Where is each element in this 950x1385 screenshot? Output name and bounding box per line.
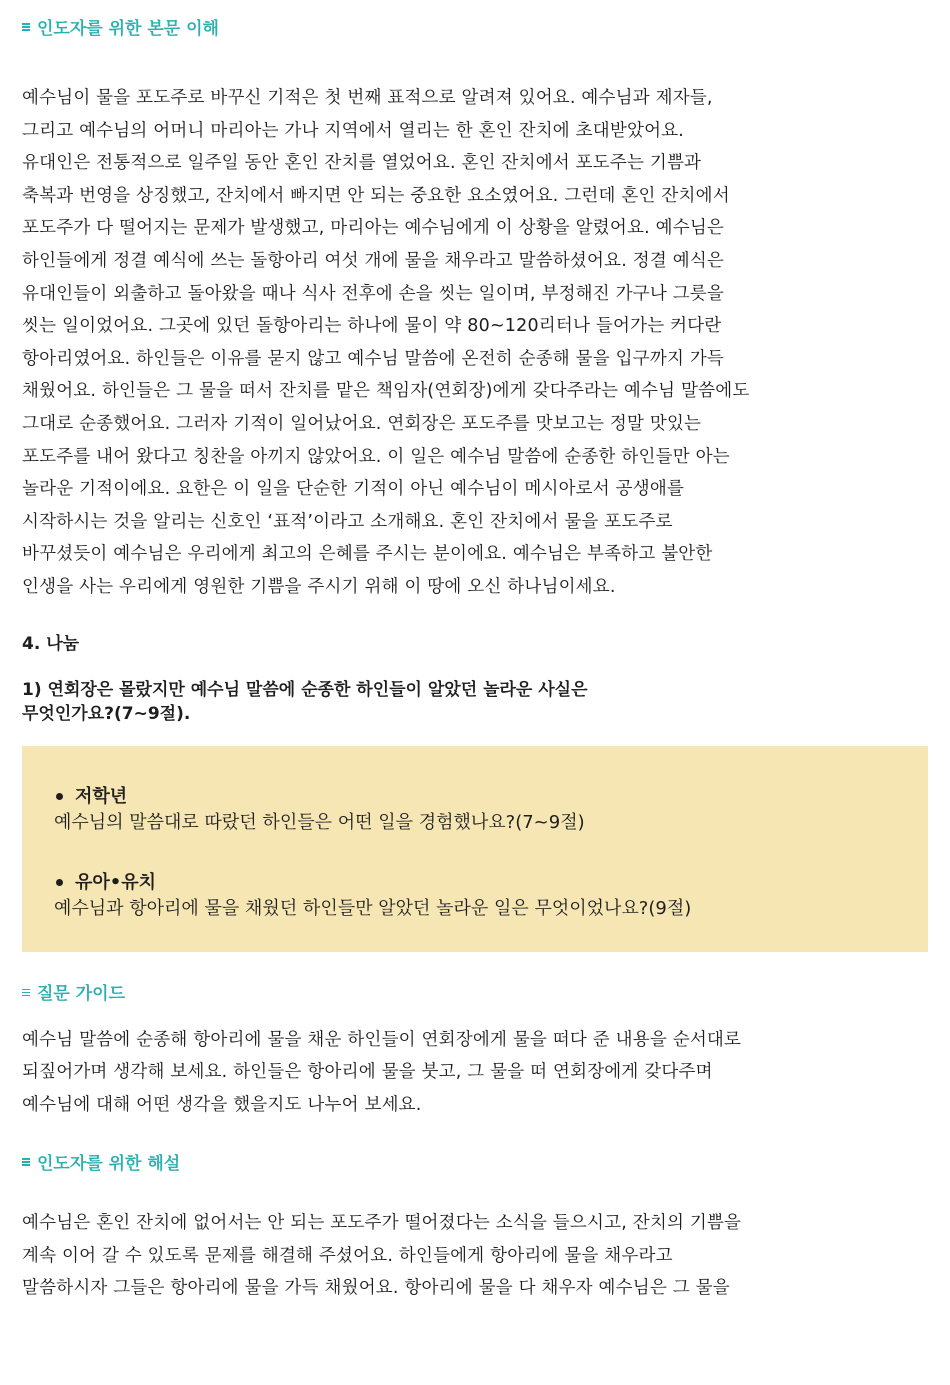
age-group-label: 유아•유치 (75, 871, 157, 893)
question-guide-paragraph: 예수님 말씀에 순종해 항아리에 물을 채운 하인들이 연회장에게 물을 떠다 준 내용을 순서대로 되짚어가며 생각해 보세요. 하인들은 항아리에 물을 붓고, 그 물을 떠 연회장에게 갖다주며 예수님에 대해 어떤 생각을 했을지도 나누어 보세요. (22, 1029, 742, 1115)
section-heading-label: 인도자를 위한 본문 이해 (37, 18, 219, 39)
age-group-question-box (22, 746, 928, 952)
section-heading-label: 질문 가이드 (37, 984, 126, 1004)
section-heading-question-guide (22, 980, 928, 1004)
section-heading-label: 인도자를 위한 해설 (37, 1153, 181, 1174)
sharing-question: 1) 연회장은 몰랐지만 예수님 말씀에 순종한 하인들이 알았던 놀라운 사실은 무엇인가요?(7~9절). (22, 679, 588, 724)
bullet-icon (56, 879, 63, 886)
commentary-paragraph: 예수님은 혼인 잔치에 없어서는 안 되는 포도주가 떨어졌다는 소식을 들으시고, 잔치의 기쁨을 계속 이어 갈 수 있도록 문제를 해결해 주셨어요. 하인들에게 항아리에 물을 채우라고 말씀하시자 그들은 항아리에 물을 가득 채웠어요. 항아리에 물을 다 채우자 예수님은 그 물을 (22, 1213, 742, 1299)
understanding-paragraph: 예수님이 물을 포도주로 바꾸신 기적은 첫 번째 표적으로 알려져 있어요. 예수님과 제자들, 그리고 예수님의 어머니 마리아는 가나 지역에서 열리는 한 혼인 잔치에 초대받았어요. 유대인은 전통적으로 일주일 동안 혼인 잔치를 열었어요. 혼인 잔치에서 포도주는 기쁨과 축복과 번영을 상징했고, 잔치에서 빠지면 안 되는 중요한 요소였어요. 그런데 혼인 잔치에서 포도주가 다 떨어지는 문제가 발생했고, 마리아는 예수님에게 이 상황을 알렸어요. 예수님은 하인들에게 정결 예식에 쓰는 돌항아리 여섯 개에 물을 채우라고 말씀하셨어요. 정결 예식은 유대인들이 외출하고 돌아왔을 때나 식사 전후에 손을 씻는 일이며, 부정해진 가구나 그릇을 씻는 일이었어요. 그곳에 있던 돌항아리는 하나에 물이 약 80~120리터나 들어가는 커다란 항아리였어요. 하인들은 이유를 묻지 않고 예수님 말씀에 온전히 순종해 물을 입구까지 가득 채웠어요. 하인들은 그 물을 떠서 잔치를 맡은 책임자(연회장)에게 갖다주라는 예수님 말씀에도 그대로 순종했어요. 그러자 기적이 일어났어요. 연회장은 포도주를 맛보고는 정말 맛있는 포도주를 내어 왔다고 칭찬을 아끼지 않았어요. 이 일은 예수님 말씀에 순종한 하인들만 아는 놀라운 기적이에요. 요한은 이 일을 단순한 기적이 아닌 예수님이 메시아로서 공생애를 시작하시는 것을 알리는 신호인 ‘표적’이라고 소개해요. 혼인 잔치에서 물을 포도주로 바꾸셨듯이 예수님은 우리에게 최고의 은혜를 주시는 분이에요. 예수님은 부족하고 불안한 인생을 사는 우리에게 영원한 기쁨을 주시기 위해 이 땅에 오신 하나님이세요. (22, 88, 750, 597)
heading-lines-icon (22, 1157, 30, 1165)
sharing-title: 4. 나눔 (22, 633, 80, 654)
heading-lines-icon (22, 22, 30, 30)
heading-lines-icon (22, 988, 30, 996)
age-group-question: 예수님과 항아리에 물을 채웠던 하인들만 알았던 놀라운 일은 무엇이었나요?(9절) (54, 897, 692, 919)
section-heading-understanding (22, 14, 928, 38)
age-group-question: 예수님의 말씀대로 따랐던 하인들은 어떤 일을 경험했나요?(7~9절) (54, 811, 585, 833)
age-group-label: 저학년 (75, 785, 128, 807)
bullet-icon (56, 793, 63, 800)
section-heading-commentary (22, 1149, 928, 1173)
age-group-item (54, 870, 896, 922)
age-group-item (54, 784, 896, 836)
